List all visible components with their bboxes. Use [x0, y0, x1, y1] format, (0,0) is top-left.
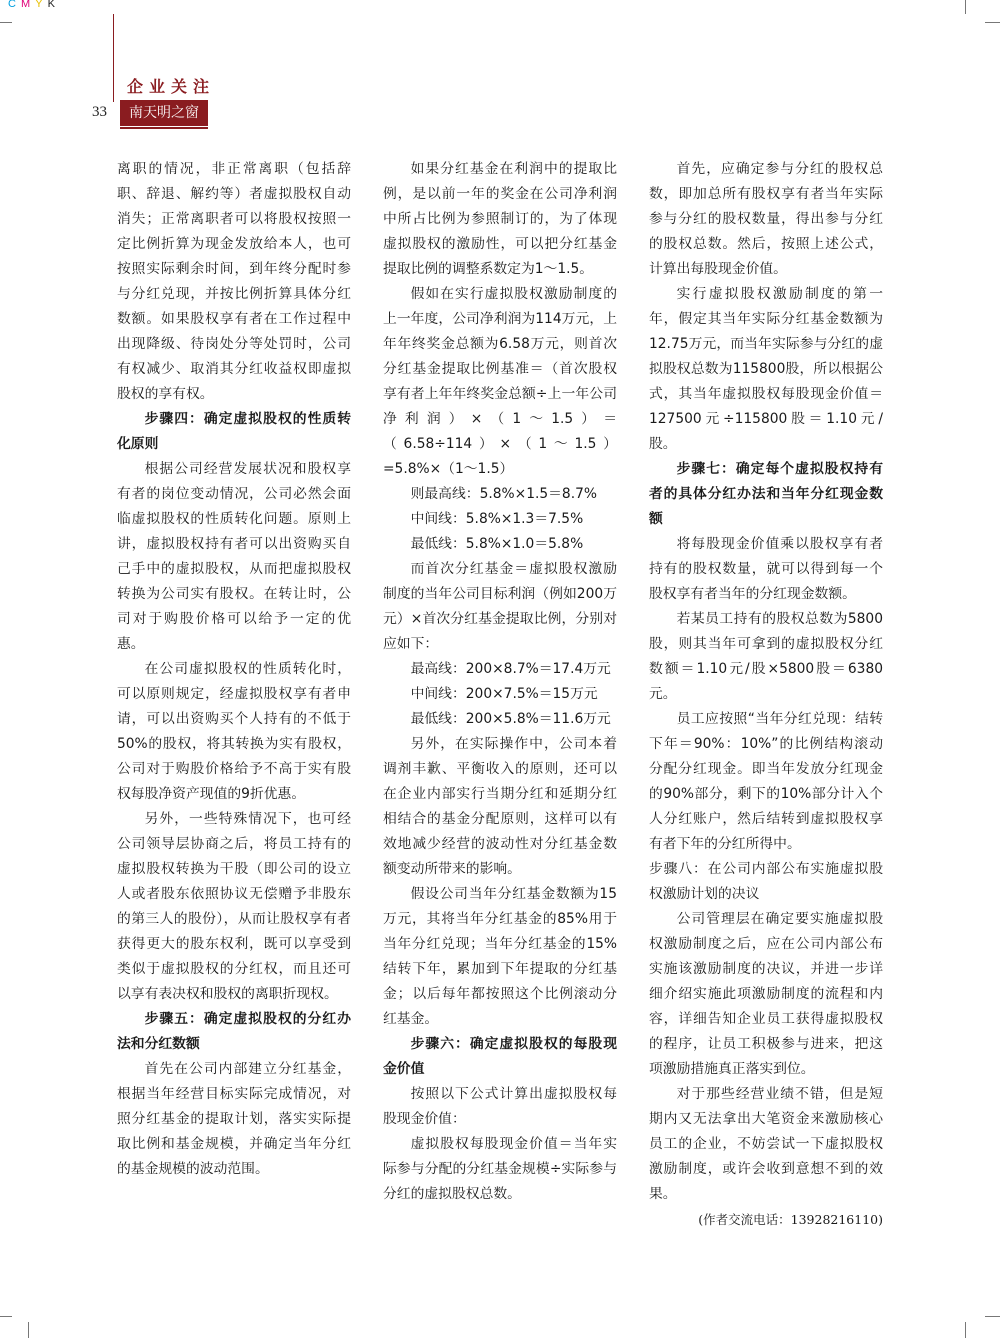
article-column-3: [649, 157, 883, 1232]
body-paragraph: 实行虚拟股权激励制度的第一年，假定其当年实际分红基金数额为12.75万元，而当年实际参与分红的虚拟股权总数为115800股，所以根据公式，其当年虚拟股权每股现金价值＝127500元÷115800股＝1.10元/股。: [649, 286, 883, 452]
step-heading: 步骤四：确定虚拟股权的性质转化原则: [117, 411, 351, 452]
crop-mark-bottom-right-h: [985, 1316, 1000, 1317]
body-paragraph: 另外，在实际操作中，公司本着调剂丰歉、平衡收入的原则，还可以在企业内部实行当期分红和延期分红相结合的基金分配原则，这样可以有效地减少经营的波动性对分红基金数额变动所带来的影响。: [383, 736, 617, 877]
crop-mark-top-right-v: [965, 0, 966, 14]
body-paragraph: 假如在实行虚拟股权激励制度的上一年度，公司净利润为114万元，上年年终奖金总额为6.58万元，则首次分红基金提取比例基准＝（首次股权享有者上年年终奖金总额÷上一年公司净利润）×（1～1.5）＝（6.58÷114）×（1～1.5）=5.8%×（1～1.5）: [383, 286, 617, 477]
step-heading: 步骤六：确定虚拟股权的每股现金价值: [383, 1036, 617, 1077]
body-paragraph: 首先在公司内部建立分红基金，根据当年经营目标实际完成情况，对照分红基金的提取计划，落实实际提取比例和基金规模，并确定当年分红的基金规模的波动范围。: [117, 1061, 351, 1177]
cmyk-print-mark: [8, 0, 56, 10]
crop-mark-top-left-h: [0, 22, 12, 23]
body-paragraph: 另外，一些特殊情况下，也可经公司领导层协商之后，将员工持有的虚拟股权转换为干股（即公司的设立人或者股东依照协议无偿赠予非股东的第三人的股份），从而让股权享有者获得更大的股东权利，既可以享受到类似于虚拟股权的分红权，而且还可以享有表决权和股权的离职折现权。: [117, 811, 351, 1002]
header-divider-line: [113, 14, 114, 102]
step-heading: 步骤五：确定虚拟股权的分红办法和分红数额: [117, 1011, 351, 1052]
crop-mark-bottom-left-v: [28, 1322, 29, 1338]
body-paragraph: 虚拟股权每股现金价值＝当年实际参与分配的分红基金规模÷实际参与分红的虚拟股权总数。: [383, 1136, 617, 1202]
step-heading: 步骤七：确定每个虚拟股权持有者的具体分红办法和当年分红现金数额: [649, 461, 883, 527]
article-column-1: [117, 157, 351, 1182]
body-paragraph: 对于那些经营业绩不错，但是短期内又无法拿出大笔资金来激励核心员工的企业，不妨尝试一下虚拟股权激励制度，或许会收到意想不到的效果。: [649, 1086, 883, 1202]
cmyk-y: Y: [35, 0, 44, 10]
cmyk-m: M: [21, 0, 32, 10]
author-contact: (作者交流电话：13928216110): [698, 1212, 883, 1227]
magazine-title: 南天明之窗: [120, 100, 208, 126]
crop-mark-bottom-right-v: [965, 1322, 966, 1338]
body-paragraph: 将每股现金价值乘以股权享有者持有的股权数量，就可以得到每一个股权享有者当年的分红现金数额。: [649, 536, 883, 602]
magazine-underline: [120, 127, 208, 129]
body-paragraph: 在公司虚拟股权的性质转化时，可以原则规定，经虚拟股权享有者申请，可以出资购买个人持有的不低于50%的股权，将其转换为实有股权，公司对于购股价格给予不高于实有股权每股净资产现值的9折优惠。: [117, 661, 351, 802]
body-paragraph: 根据公司经营发展状况和股权享有者的岗位变动情况，公司必然会面临虚拟股权的性质转化问题。原则上讲，虚拟股权持有者可以出资购买自己手中的虚拟股权，从而把虚拟股权转换为公司实有股权。在转让时，公司对于购股价格可以给予一定的优惠。: [117, 461, 351, 652]
body-paragraph: 首先，应确定参与分红的股权总数，即加总所有股权享有者当年实际参与分红的股权数量，得出参与分红的股权总数。然后，按照上述公式，计算出每股现金价值。: [649, 161, 883, 277]
body-paragraph: 而首次分红基金＝虚拟股权激励制度的当年公司目标利润（例如200万元）×首次分红基金提取比例，分别对应如下：: [383, 561, 617, 652]
body-paragraph: 最低线：5.8%×1.0＝5.8%: [410, 536, 584, 552]
body-paragraph: 最低线：200×5.8%＝11.6万元: [410, 711, 611, 727]
body-paragraph: 按照以下公式计算出虚拟股权每股现金价值：: [383, 1086, 617, 1127]
body-paragraph: 最高线：200×8.7%＝17.4万元: [410, 661, 611, 677]
cmyk-k: K: [47, 0, 56, 10]
body-paragraph: 假设公司当年分红基金数额为15万元，其将当年分红基金的85%用于当年分红兑现；当年分红基金的15%结转下年，累加到下年提取的分红基金；以后每年都按照这个比例滚动分红基金。: [383, 886, 617, 1027]
continued-paragraph: 步骤八：在公司内部公布实施虚拟股权激励计划的决议: [649, 861, 883, 902]
body-paragraph: 公司管理层在确定要实施虚拟股权激励制度之后，应在公司内部公布实施该激励制度的决议，并进一步详细介绍实施此项激励制度的流程和内容，详细告知企业员工获得虚拟股权的程序，让员工积极参与进来，把这项激励措施真正落实到位。: [649, 911, 883, 1077]
section-label: 企业关注: [127, 77, 216, 96]
crop-mark-top-right-h: [985, 22, 1000, 23]
body-paragraph: 则最高线：5.8%×1.5＝8.7%: [410, 486, 597, 502]
body-paragraph: 员工应按照“当年分红兑现：结转下年＝90%：10%”的比例结构滚动分配分红现金。即当年发放分红现金的90%部分，剩下的10%部分计入个人分红账户，然后结转到虚拟股权享有者下年的分红所得中。: [649, 711, 883, 852]
article-column-2: [383, 157, 617, 1207]
body-paragraph: 若某员工持有的股权总数为5800股，则其当年可拿到的虚拟股权分红数额＝1.10元/股×5800股＝6380元。: [649, 611, 883, 702]
cmyk-c: C: [8, 0, 17, 10]
page-number: 33: [92, 104, 107, 120]
body-paragraph: 如果分红基金在利润中的提取比例，是以前一年的奖金在公司净利润中所占比例为参照制订的，为了体现虚拟股权的激励性，可以把分红基金提取比例的调整系数定为1～1.5。: [383, 161, 617, 277]
crop-mark-bottom-left-h: [0, 1316, 12, 1317]
body-paragraph: 中间线：5.8%×1.3＝7.5%: [410, 511, 584, 527]
continued-paragraph: 离职的情况，非正常离职（包括辞职、辞退、解约等）者虚拟股权自动消失；正常离职者可以将股权按照一定比例折算为现金发放给本人，也可按照实际剩余时间，到年终分配时参与分红兑现，并按比例折算具体分红数额。如果股权享有者在工作过程中出现降级、待岗处分等处罚时，公司有权减少、取消其分红收益权即虚拟股权的享有权。: [117, 161, 351, 402]
body-paragraph: 中间线：200×7.5%＝15万元: [410, 686, 598, 702]
